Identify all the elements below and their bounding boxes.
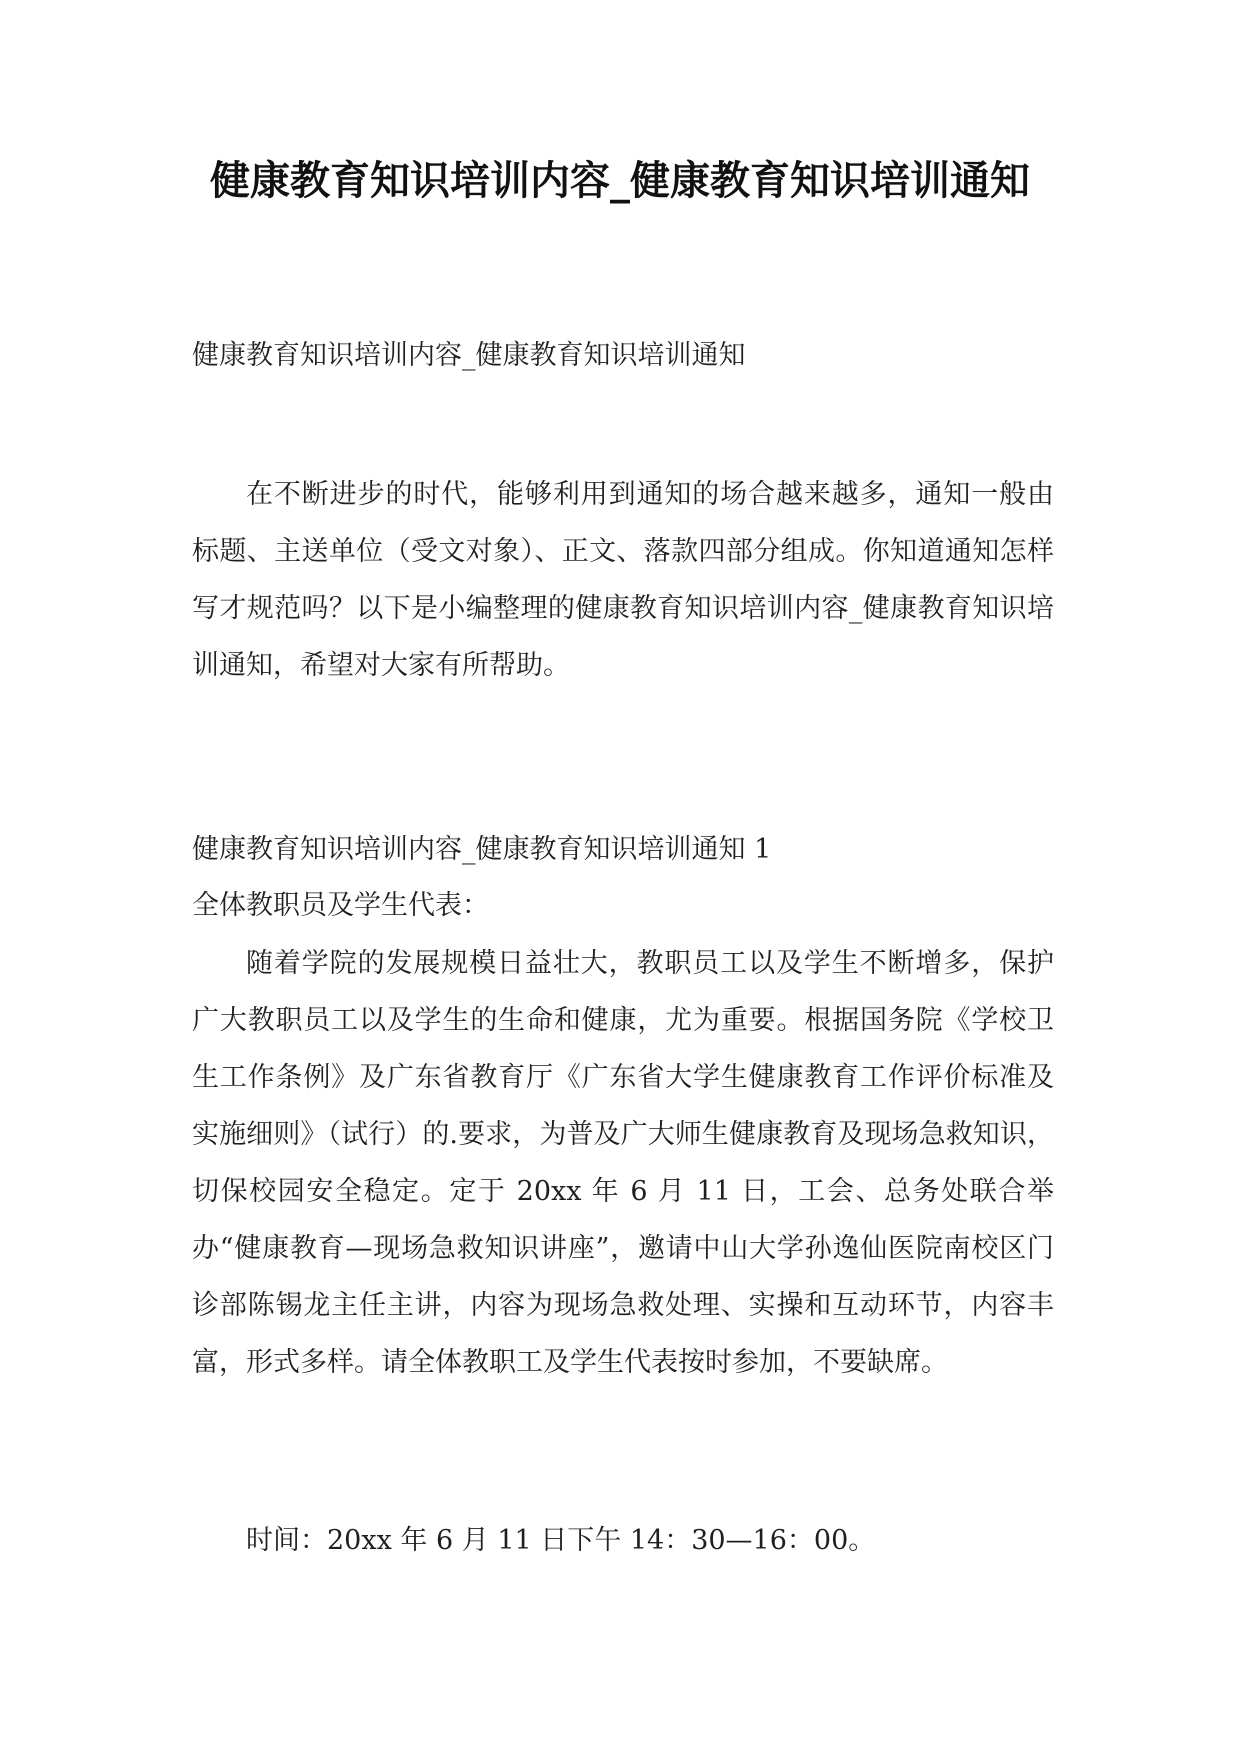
document-subtitle: 健康教育知识培训内容_健康教育知识培训通知: [192, 340, 746, 371]
intro-paragraph: 在不断进步的时代，能够利用到通知的场合越来越多，通知一般由标题、主送单位（受文对象）、正文、落款四部分组成。你知道通知怎样写才规范吗？以下是小编整理的健康教育知识培训内容_健康教育知识培训通知，希望对大家有所帮助。: [192, 479, 1054, 681]
event-time: 时间：20xx 年 6 月 11 日下午 14：30—16：00。: [246, 1525, 876, 1556]
notice-body-paragraph: 随着学院的发展规模日益壮大，教职员工以及学生不断增多，保护广大教职员工以及学生的生命和健康，尤为重要。根据国务院《学校卫生工作条例》及广东省教育厅《广东省大学生健康教育工作评价标准及实施细则》（试行）的.要求，为普及广大师生健康教育及现场急救知识，切保校园安全稳定。定于 20xx 年 6 月 11 日，工会、总务处联合举办“健康教育—现场急救知识讲座”，邀请中山大学孙逸仙医院南校区门诊部陈锡龙主任主讲，内容为现场急救处理、实操和互动环节，内容丰富，形式多样。请全体教职工及学生代表按时参加，不要缺席。: [192, 948, 1054, 1378]
salutation: 全体教职员及学生代表：: [192, 890, 489, 921]
section-heading: 健康教育知识培训内容_健康教育知识培训通知 1: [192, 834, 772, 865]
document-title: 健康教育知识培训内容_健康教育知识培训通知: [210, 158, 1030, 204]
